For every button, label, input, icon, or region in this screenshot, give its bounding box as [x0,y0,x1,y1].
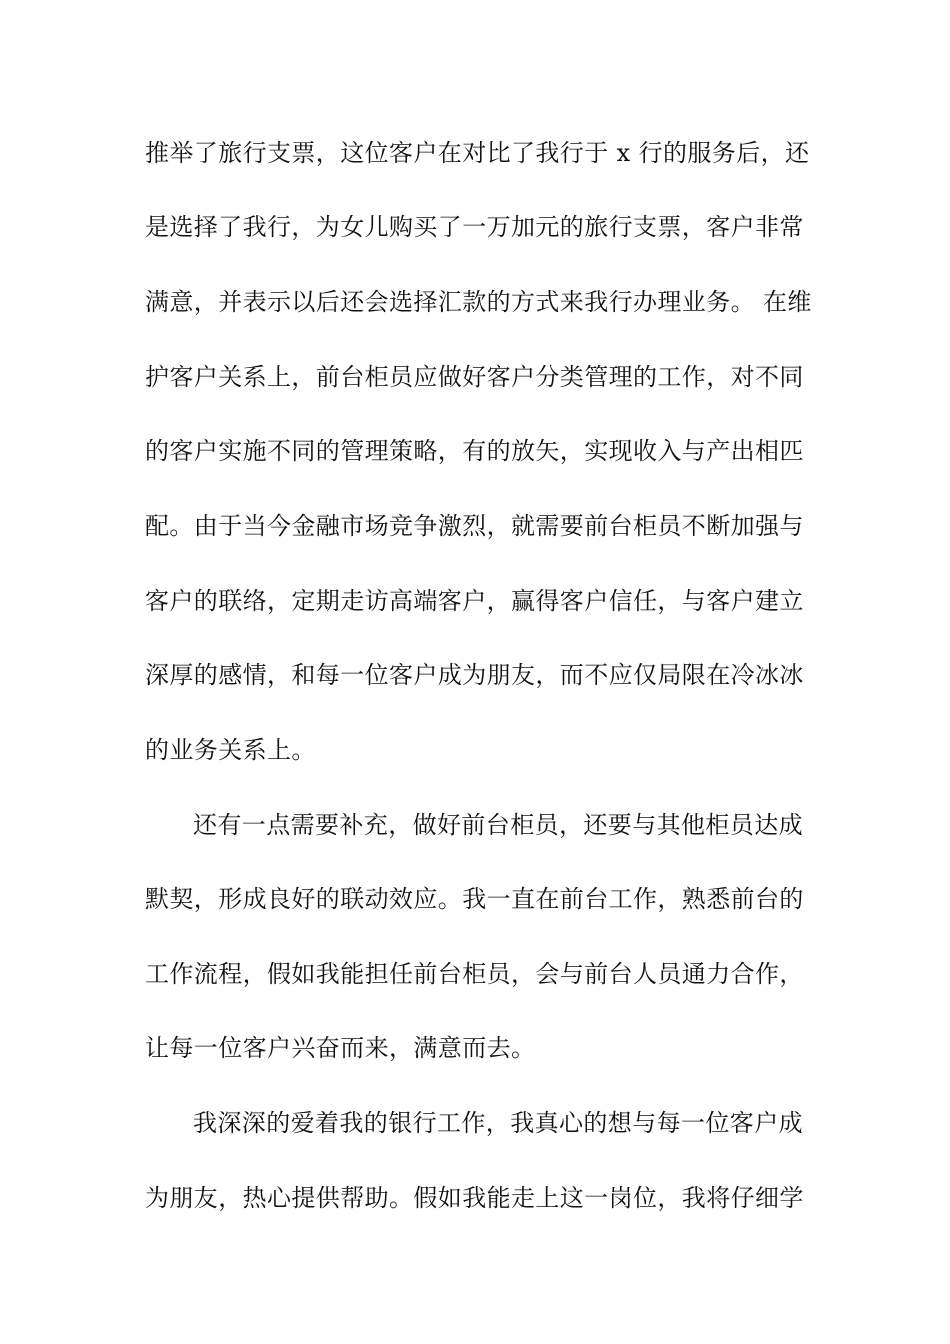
text-line: 是选择了我行，为女儿购买了一万加元的旅行支票，客户非常 [145,213,804,241]
text-line: 深厚的感情，和每一位客户成为朋友，而不应仅局限在冷冰冰 [145,661,804,689]
text-line: 配。由于当今金融市场竞争激烈，就需要前台柜员不断加强与 [145,512,804,540]
text-line: 客户的联络，定期走访高端客户，赢得客户信任，与客户建立 [145,587,804,615]
text-line: 为朋友，热心提供帮助。假如我能走上这一岗位，我将仔细学 [145,1184,804,1212]
text-line: 护客户关系上，前台柜员应做好客户分类管理的工作，对不同 [145,363,804,391]
text-line: 满意，并表示以后还会选择汇款的方式来我行办理业务。 在维 [145,288,812,316]
text-line: 推举了旅行支票，这位客户在对比了我行于 x 行的服务后，还 [145,139,810,167]
text-line: 让每一位客户兴奋而来，满意而去。 [145,1034,536,1062]
text-line: 的客户实施不同的管理策略，有的放矢，实现收入与产出相匹 [145,437,804,465]
text-line: 的业务关系上。 [145,736,316,764]
text-line: 默契，形成良好的联动效应。我一直在前台工作，熟悉前台的 [145,885,804,913]
text-line: 工作流程，假如我能担任前台柜员，会与前台人员通力合作， [145,960,804,988]
paragraph-first-line: 我深深的爱着我的银行工作，我真心的想与每一位客户成 [193,1109,803,1137]
paragraph-first-line: 还有一点需要补充，做好前台柜员，还要与其他柜员达成 [193,811,803,839]
